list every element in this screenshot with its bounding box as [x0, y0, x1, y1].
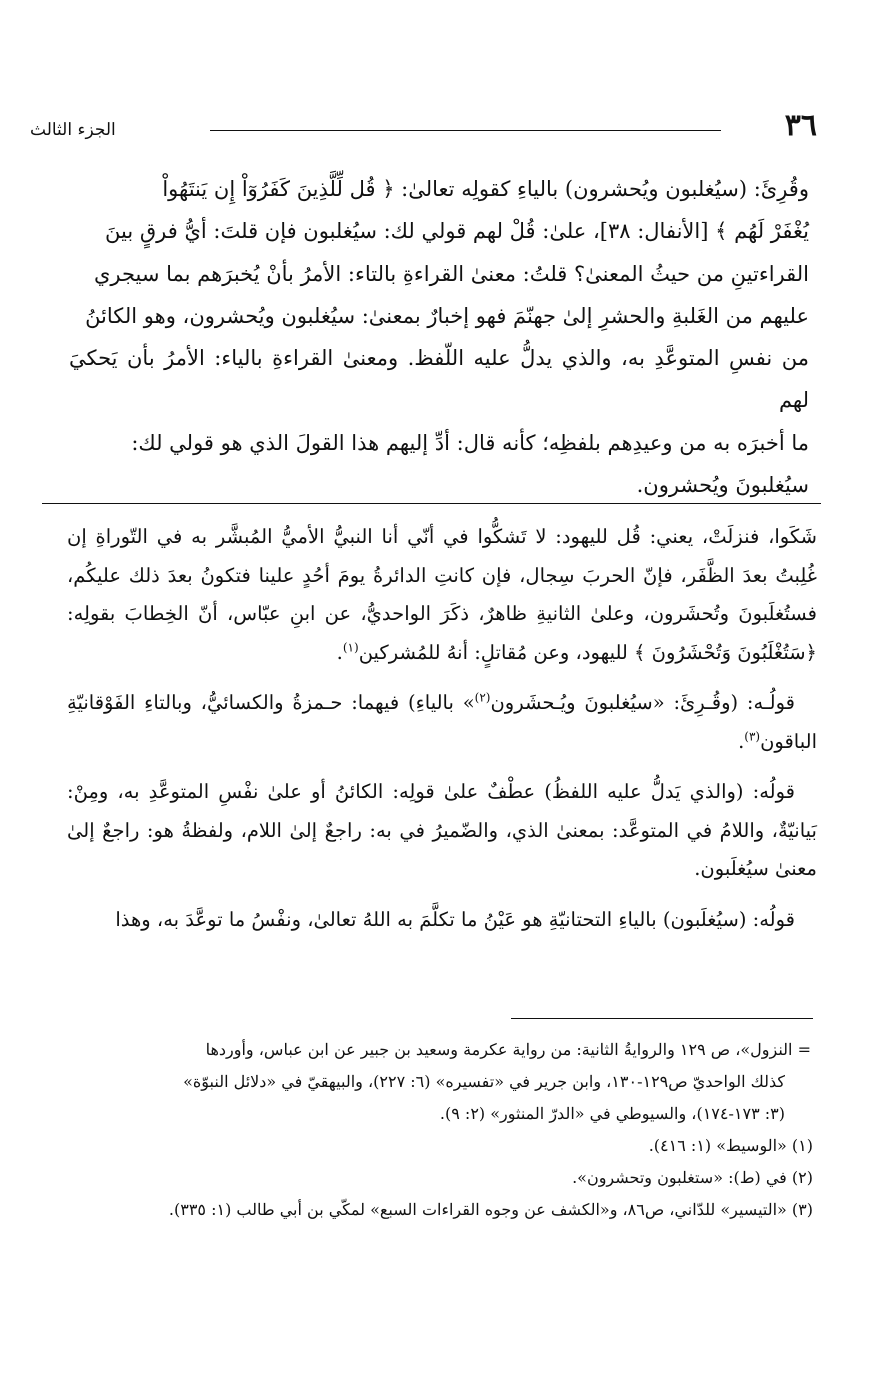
commentary-paragraph: [67, 684, 817, 761]
footnote-ref: (٣): [744, 729, 761, 743]
commentary-line: قولُه: (والذي يَدلُّ عليه اللفظُ) عطْفٌ علىٰ قولِه: الكائنُ أو علىٰ نفْسِ المتوعَّدِ به، ومِنْ:: [67, 780, 795, 803]
footnote-line: كذلك الواحديّ ص١٢٩-١٣٠، وابن جرير في «تفسيره» (٦: ٢٢٧)، والبيهقيّ في «دلائل النبوّة»: [183, 1072, 785, 1091]
commentary-line: بَيانيّةٌ، واللامُ في المتوعَّد: بمعنىٰ الذي، والضّميرُ في به: راجعٌ إلىٰ اللام، ولفظةُ هو: راجعٌ إلىٰ: [67, 818, 817, 842]
footnote: (٣) «التيسير» للدّاني، ص٨٦، و«الكشف عن وجوه القراءات السبع» لمكّي بن أبي طالب (١: ٣٣٥).: [168, 1200, 813, 1219]
main-text-line: ما أخبرَه به من وعيدِهم بلفظِه؛ كأنه قال: أدِّ إليهم هذا القولَ الذي هو قولي لك:: [131, 430, 809, 455]
footnote-continuation: [71, 1034, 813, 1066]
main-text-line: من نفسِ المتوعَّدِ به، والذي يدلُّ عليه اللّفظ. ومعنىٰ القراءةِ بالياء: الأمرُ بأن يَحكيَ لهم: [69, 346, 809, 413]
footnote-line: النزول»، ص ١٢٩ والروايةُ الثانية: من رواية عكرمة وسعيد بن جبير عن ابن عباس، وأوردها: [205, 1040, 793, 1059]
page-header: [30, 108, 817, 158]
footnote-rule: [511, 1018, 813, 1019]
header-rule: [210, 130, 721, 131]
main-text-line: القراءتينِ من حيثُ المعنىٰ؟ قلتُ: معنىٰ القراءةِ بالتاء: الأمرُ بأنْ يُخبرَهم بما سيجري: [93, 261, 809, 286]
main-text-line: وقُرِئَ: (سيُغلبون ويُحشرون) بالياءِ كقولِه تعالىٰ: ﴿ قُل لِّلَّذِينَ كَفَرُوٓاْ إِن يَنتَهُواْ: [162, 177, 809, 201]
punctuation: .: [336, 640, 343, 664]
main-text-line: سيُغلبونَ ويُحشرون.: [636, 473, 809, 498]
main-text-line: عليهم من الغَلبةِ والحشرِ إلىٰ جهنّمَ فهو إخبارٌ بمعنىٰ: سيُغلبون ويُحشرون، وهو الكائنُ: [85, 303, 809, 328]
commentary-paragraph: [67, 901, 817, 940]
commentary-paragraph: [67, 773, 817, 889]
running-title: الجزء الثالث: [30, 120, 116, 140]
footnote-line: (٣: ١٧٣-١٧٤)، والسيوطي في «الدرّ المنثور» (٢: ٩).: [439, 1104, 785, 1123]
footnotes: [71, 1034, 813, 1226]
continuation-mark: =: [797, 1040, 811, 1059]
section-divider: [42, 503, 821, 504]
punctuation: .: [738, 729, 745, 753]
footnote-ref: (١): [342, 640, 359, 654]
commentary-line: معنىٰ سيُغلَبون.: [694, 857, 817, 880]
footnote: (١) «الوسيط» (١: ٤١٦).: [648, 1136, 813, 1155]
commentary-line: بعدَ الظَّفَر، فإنّ الحربَ سِجال، فإن كانتِ الدائرةُ يومَ أحُدٍ علينا فتكونُ بعدَ ذلك عليكُم،: [67, 563, 768, 587]
commentary-line: فستُغلَبونَ وتُحشَرون، وعلىٰ الثانيةِ ظاهرٌ، ذكَرَ الواحديُّ، عن ابنِ عبّاس، أنّ الخِطابَ بقولِه:: [67, 602, 817, 625]
commentary-text: قولُـه: (وقُـرِئَ: «سيُغلبونَ ويُـحشَرون: [490, 691, 795, 714]
commentary-line: ﴿سَتُغْلَبُونَ وَتُحْشَرُونَ ﴾ لليهود، وعن مُقاتلٍ: أنهُ للمُشركين: [358, 640, 817, 664]
page-number: ٣٦: [784, 108, 817, 143]
main-text-line: يُغْفَرْ لَهُم ﴾ [الأنفال: ٣٨]، علىٰ: قُلْ لهم قولي لك: سيُغلبون فإن قلتَ: أيُّ فرقٍ بينَ: [105, 219, 809, 244]
commentary-text: » بالياءِ) فيهما: حـمزةُ والكسائيُّ، وبالتاءِ الفَوْقانيّةِ الباقون: [67, 691, 817, 753]
footnote-ref: (٢): [474, 690, 491, 705]
main-text: [69, 168, 809, 506]
footnote: (٢) في (ط): «ستغلبون وتحشرون».: [572, 1168, 813, 1187]
commentary-line: شَكَوا، فنزلَتْ، يعني: قُل لليهود: لا تَشكُّوا في أنّي أنا النبيُّ الأميُّ المُبشَّر به في التّوراةِ إن غُلِبتُ: [67, 525, 817, 587]
commentary-paragraph: [67, 518, 817, 672]
commentary: [67, 518, 817, 951]
commentary-line: قولُه: (سيُغلَبون) بالياءِ التحتانيّةِ هو عَيْنُ ما تكلَّمَ به اللهُ تعالىٰ، ونفْسُ ما توعَّدَ به، وهذا: [115, 907, 795, 931]
